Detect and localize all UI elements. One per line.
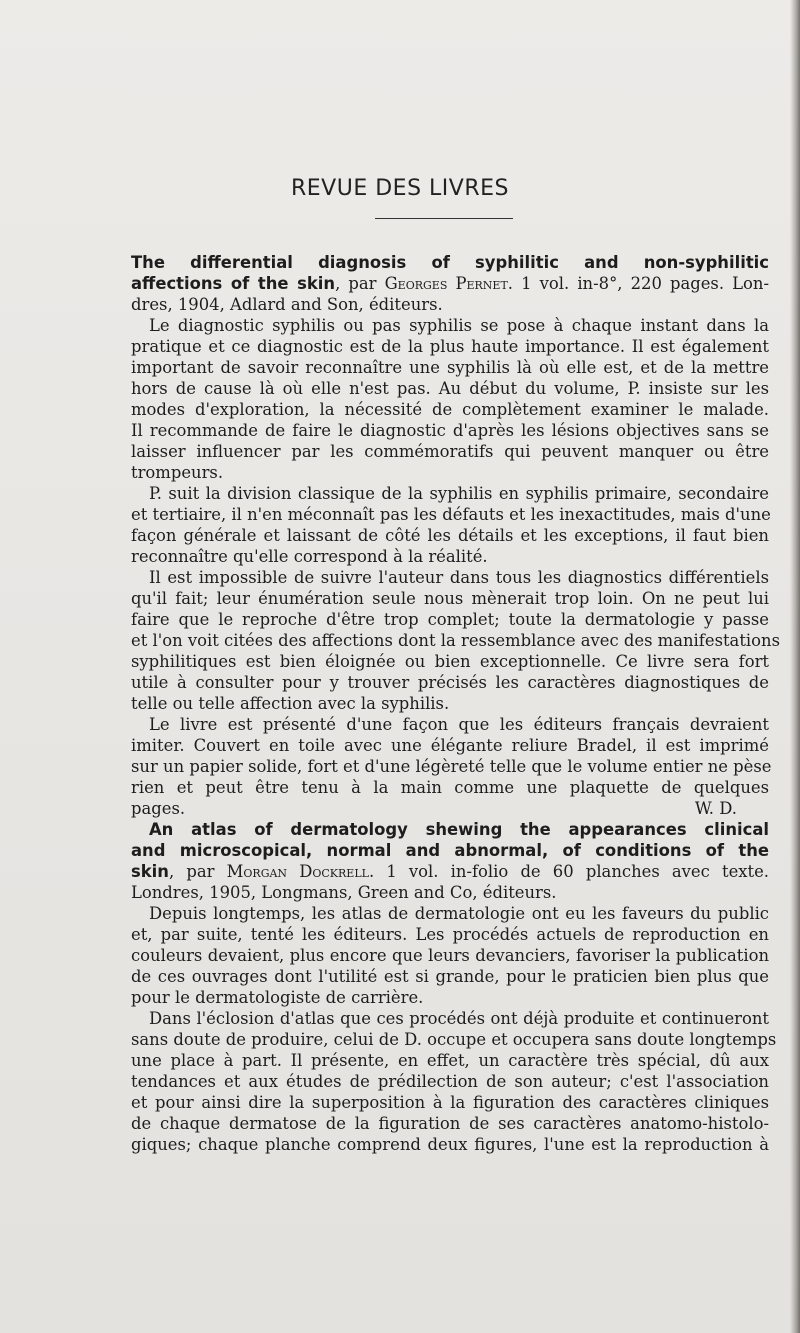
text-line [131,819,769,840]
text-run: Il est impossible de suivre l'auteur dans tous les diagnostics différentiels [149,568,769,587]
text-line [131,651,769,672]
text-run: de chaque dermatose de la figuration de ses caractères anatomo-histolo- [131,1114,769,1133]
text-line [131,756,772,777]
text-run: Londres, 1905, Longmans, Green and Co, éditeurs. [131,883,557,902]
text-line [131,693,769,714]
text-line [131,273,769,294]
text-line [131,462,769,483]
text-run: et l'on voit citées des affections dont la ressemblance avec des manifestations [131,631,780,650]
text-line [131,609,769,630]
text-run: modes d'exploration, la nécessité de complètement examiner le malade. [131,400,769,419]
text-line [131,567,769,588]
text-line [131,252,769,273]
text-line [131,672,769,693]
text-run: . 1 vol. in-8°, 220 pages. Lon- [507,274,769,293]
author-name: Georges Pernet [384,274,508,293]
text-line [131,1134,769,1155]
text-line [131,525,769,546]
text-run: laisser influencer par les commémoratifs qui peuvent manquer ou être [131,442,769,461]
text-run: Dans l'éclosion d'atlas que ces procédés ont déjà produite et continueront [149,1009,769,1028]
text-line [131,630,780,651]
text-run: façon générale et laissant de côté les détails et les exceptions, il faut bien [131,526,769,545]
text-run: , par [168,862,227,881]
text-line [131,441,769,462]
section-heading: REVUE DES LIVRES [291,176,509,201]
text-line [131,840,769,861]
text-run: telle ou telle affection avec la syphilis. [131,694,450,713]
book-title: An atlas of dermatology shewing the appearances clinical [149,820,769,839]
text-line [131,924,769,945]
text-run: hors de cause là où elle n'est pas. Au début du volume, P. insiste sur les [131,379,769,398]
text-line [131,1113,769,1134]
text-line [131,735,769,756]
author-name: Morgan Dockrell [226,862,369,881]
text-line [131,315,769,336]
text-run: pages. [131,799,186,818]
text-line [131,546,769,567]
text-run: trompeurs. [131,463,224,482]
text-line [131,945,769,966]
text-run: sur un papier solide, fort et d'une légèreté telle que le volume entier ne pèse [131,757,772,776]
text-run: pratique et ce diagnostic est de la plus haute importance. Il est également [131,337,769,356]
text-run: pour le dermatologiste de carrière. [131,988,424,1007]
text-line [131,987,769,1008]
text-run: . 1 vol. in-folio de 60 planches avec texte. [368,862,770,881]
text-run: tendances et aux études de prédilection de son auteur; c'est l'association [131,1072,769,1091]
text-line [131,357,769,378]
text-line [131,399,769,420]
text-run: qu'il fait; leur énumération seule nous mènerait trop loin. On ne peut lui [131,589,769,608]
text-run: faire que le reproche d'être trop complet; toute la dermatologie y passe [131,610,769,629]
text-line [131,504,769,525]
text-run: imiter. Couvert en toile avec une élégante reliure Bradel, il est imprimé [131,736,769,755]
text-run: une place à part. Il présente, en effet, un caractère très spécial, dû aux [131,1051,769,1070]
text-line [131,1050,769,1071]
text-line [131,294,769,315]
text-run: dres, 1904, Adlard and Son, éditeurs. [131,295,443,314]
book-title: affections of the skin [131,274,336,293]
text-run: de ces ouvrages dont l'utilité est si grande, pour le praticien bien plus que [131,967,769,986]
text-run: Le livre est présenté d'une façon que les éditeurs français devraient [149,715,769,734]
text-run: P. suit la division classique de la syphilis en syphilis primaire, secondaire [149,484,769,503]
text-run: , par [335,274,385,293]
text-run: et tertiaire, il n'en méconnaît pas les défauts et les inexactitudes, mais d'une [131,505,771,524]
text-run: syphilitiques est bien éloignée ou bien exceptionnelle. Ce livre sera fort [131,652,769,671]
text-line [131,336,769,357]
text-run: et, par suite, tenté les éditeurs. Les procédés actuels de reproduction en [131,925,769,944]
book-title: and microscopical, normal and abnormal, of conditions of the [131,841,769,860]
text-run: giques; chaque planche comprend deux figures, l'une est la reproduction à [131,1135,769,1154]
text-run: sans doute de produire, celui de D. occupe et occupera sans doute longtemps [131,1030,777,1049]
text-run: Il recommande de faire le diagnostic d'après les lésions objectives sans se [131,421,769,440]
text-line [131,1008,769,1029]
text-line [131,966,769,987]
text-line [131,483,769,504]
text-run: Le diagnostic syphilis ou pas syphilis se pose à chaque instant dans la [149,316,769,335]
heading-rule [375,218,513,219]
text-line [131,378,769,399]
text-line [131,1092,769,1113]
text-line [131,903,769,924]
text-run: utile à consulter pour y trouver précisés les caractères diagnostiques de [131,673,769,692]
reviewer-signature: W. D. [694,799,737,818]
text-run: important de savoir reconnaître une syphilis là où elle est, et de la mettre [131,358,769,377]
book-title: skin [131,862,169,881]
text-line [131,714,769,735]
text-line [131,777,769,798]
text-line [131,420,769,441]
page-edge-shadow [790,0,800,1333]
text-line [131,861,769,882]
text-line [131,1071,769,1092]
review-text [131,252,780,1155]
text-run: Depuis longtemps, les atlas de dermatologie ont eu les faveurs du public [149,904,769,923]
text-run: et pour ainsi dire la superposition à la figuration des caractères cliniques [131,1093,769,1112]
text-run: rien et peut être tenu à la main comme une plaquette de quelques [131,778,769,797]
text-line [131,882,769,903]
text-run: couleurs devaient, plus encore que leurs devanciers, favoriser la publication [131,946,769,965]
book-title: The differential diagnosis of syphilitic and non-syphilitic [131,253,769,272]
text-line [131,588,769,609]
text-line [131,798,769,819]
text-line [131,1029,777,1050]
text-run: reconnaître qu'elle correspond à la réalité. [131,547,488,566]
